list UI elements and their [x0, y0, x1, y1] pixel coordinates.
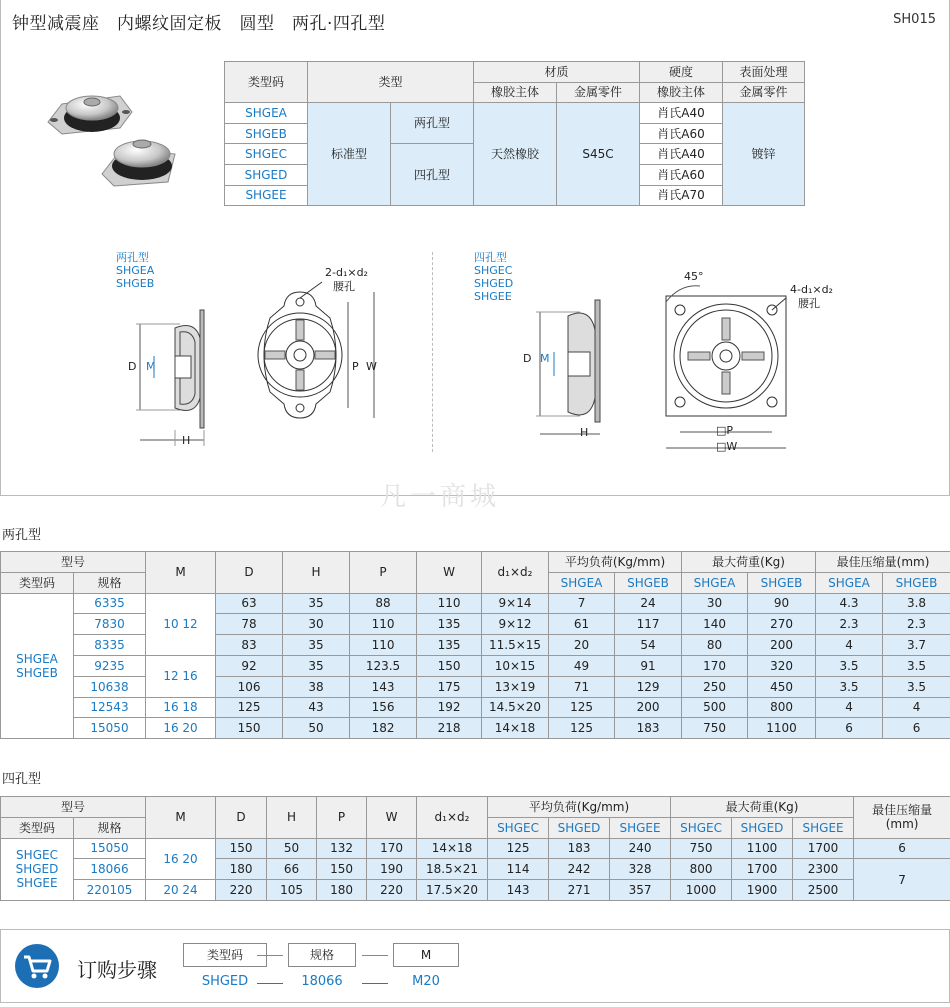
- table-cell: 110: [417, 593, 482, 614]
- table-cell: 3.5: [883, 655, 950, 676]
- table-cell: 1700: [732, 859, 793, 880]
- spec-header-material: 材质: [474, 62, 640, 83]
- th-spec: 规格: [74, 572, 146, 593]
- table-cell: 7: [549, 593, 615, 614]
- table-cell: 140: [682, 614, 748, 635]
- table-cell: 143: [350, 676, 417, 697]
- order-dash: [257, 955, 283, 956]
- table-cell: 3.8: [883, 593, 950, 614]
- product-code: SH015: [893, 12, 936, 27]
- th-sub: SHGEC: [488, 817, 549, 838]
- table-cell: 7: [854, 859, 950, 901]
- table-cell: 12 16: [146, 655, 216, 697]
- table-cell: 20 24: [146, 880, 216, 901]
- spec-type-four: 四孔型: [391, 144, 474, 206]
- table-cell: 750: [671, 838, 732, 859]
- dim-P4: □P: [716, 424, 734, 437]
- table-row: [1, 614, 950, 635]
- dim-P: P: [352, 360, 359, 373]
- th-M: M: [146, 797, 216, 839]
- dim-slot4: 4-d₁×d₂: [790, 283, 833, 296]
- dim-angle: 45°: [684, 270, 704, 283]
- table-cell: 50: [283, 718, 350, 739]
- table-cell: 2300: [793, 859, 854, 880]
- table-cell: 78: [216, 614, 283, 635]
- table-cell: 18066: [74, 859, 146, 880]
- diagram-four-label: 四孔型 SHGEC SHGED SHGEE: [474, 251, 514, 303]
- table-cell: 135: [417, 635, 482, 656]
- table-row: [1, 635, 950, 656]
- spec-rubber: 天然橡胶: [474, 103, 557, 206]
- table-row: [1, 593, 950, 614]
- table-cell: 106: [216, 676, 283, 697]
- table-cell: 43: [283, 697, 350, 718]
- four-hole-side-view: [520, 290, 620, 450]
- spec-type-two: 两孔型: [391, 103, 474, 144]
- spec-header-code: 类型码: [225, 62, 308, 103]
- table-cell: 8335: [74, 635, 146, 656]
- table-cell: 15050: [74, 718, 146, 739]
- table-cell: 150: [317, 859, 367, 880]
- th-H: H: [267, 797, 317, 839]
- th-max: 最大荷重(Kg): [671, 797, 854, 818]
- table-cell: 220105: [74, 880, 146, 901]
- spec-code: SHGEA: [225, 103, 308, 124]
- th-code: 类型码: [1, 817, 74, 838]
- dim-H: H: [580, 426, 589, 439]
- table-cell: 117: [615, 614, 682, 635]
- table-cell: 11.5×15: [482, 635, 549, 656]
- table-cell: 135: [417, 614, 482, 635]
- th-D: D: [216, 797, 267, 839]
- order-box-code: 类型码: [183, 943, 267, 967]
- table-cell: SHGEA SHGEB: [1, 593, 74, 739]
- table-cell: 150: [216, 718, 283, 739]
- table-cell: 14×18: [482, 718, 549, 739]
- th-sub: SHGEB: [748, 572, 816, 593]
- table-cell: 15050: [74, 838, 146, 859]
- table-cell: 180: [216, 859, 267, 880]
- order-title: 订购步骤: [77, 958, 157, 982]
- table-cell: 30: [283, 614, 350, 635]
- th-sub: SHGEB: [615, 572, 682, 593]
- spec-table: [224, 61, 805, 206]
- dim-W: W: [366, 360, 377, 373]
- spec-hardness: 肖氏A60: [640, 123, 723, 144]
- table-cell: 10 12: [146, 593, 216, 655]
- dim-W4: □W: [716, 440, 738, 453]
- th-avg: 平均负荷(Kg/mm): [488, 797, 671, 818]
- th-sub: SHGEA: [816, 572, 883, 593]
- table-cell: 61: [549, 614, 615, 635]
- table-cell: 800: [748, 697, 816, 718]
- table-cell: 7830: [74, 614, 146, 635]
- table-cell: 16 20: [146, 838, 216, 880]
- table-cell: 320: [748, 655, 816, 676]
- th-M: M: [146, 552, 216, 594]
- table-cell: 9×14: [482, 593, 549, 614]
- table-cell: 3.5: [883, 676, 950, 697]
- table-cell: 1100: [732, 838, 793, 859]
- table-row: [1, 718, 950, 739]
- table-cell: 200: [748, 635, 816, 656]
- table-cell: 105: [267, 880, 317, 901]
- table-cell: 3.7: [883, 635, 950, 656]
- table-cell: 190: [367, 859, 417, 880]
- th-sub: SHGEC: [671, 817, 732, 838]
- table-cell: 50: [267, 838, 317, 859]
- table-row: [1, 676, 950, 697]
- th-model: 型号: [1, 797, 146, 818]
- table-cell: 16 18: [146, 697, 216, 718]
- table-cell: 182: [350, 718, 417, 739]
- table-cell: 30: [682, 593, 748, 614]
- table-cell: 35: [283, 593, 350, 614]
- diagram-divider: [432, 252, 433, 452]
- table-cell: 114: [488, 859, 549, 880]
- section-two-hole: 两孔型: [2, 528, 42, 543]
- table-cell: 4: [883, 697, 950, 718]
- table-cell: 4.3: [816, 593, 883, 614]
- order-value-M: M20: [412, 974, 440, 989]
- dim-slot-cn: 腰孔: [333, 280, 355, 293]
- th-W: W: [417, 552, 482, 594]
- table-cell: 125: [549, 697, 615, 718]
- spec-hardness: 肖氏A40: [640, 144, 723, 165]
- table-cell: 125: [488, 838, 549, 859]
- table-cell: 13×19: [482, 676, 549, 697]
- th-d: d₁×d₂: [417, 797, 488, 839]
- table-cell: 2500: [793, 880, 854, 901]
- table-cell: 175: [417, 676, 482, 697]
- table-cell: 271: [549, 880, 610, 901]
- th-comp: 最佳压缩量(mm): [816, 552, 950, 573]
- table-cell: 357: [610, 880, 671, 901]
- table-cell: 156: [350, 697, 417, 718]
- table-cell: 35: [283, 655, 350, 676]
- dim-M: M: [540, 352, 550, 365]
- table-cell: 170: [682, 655, 748, 676]
- th-sub: SHGEA: [682, 572, 748, 593]
- th-H: H: [283, 552, 350, 594]
- order-box-spec: 规格: [288, 943, 356, 967]
- table-cell: 54: [615, 635, 682, 656]
- table-cell: 2.3: [883, 614, 950, 635]
- spec-code: SHGEE: [225, 185, 308, 206]
- dim-H: H: [182, 434, 191, 447]
- dim-D: D: [523, 352, 532, 365]
- table-cell: 6: [854, 838, 950, 859]
- table-cell: 218: [417, 718, 482, 739]
- table-cell: 129: [615, 676, 682, 697]
- spec-metal: S45C: [557, 103, 640, 206]
- th-sub: SHGED: [549, 817, 610, 838]
- table-cell: 1000: [671, 880, 732, 901]
- table-cell: 800: [671, 859, 732, 880]
- table-cell: 91: [615, 655, 682, 676]
- table-cell: 38: [283, 676, 350, 697]
- spec-header-surface-sub: 金属零件: [723, 82, 805, 103]
- table-cell: 6: [883, 718, 950, 739]
- table-cell: 63: [216, 593, 283, 614]
- table-cell: 183: [549, 838, 610, 859]
- table-cell: 450: [748, 676, 816, 697]
- spec-type-main: 标准型: [308, 103, 391, 206]
- th-P: P: [350, 552, 417, 594]
- order-dash: [362, 955, 388, 956]
- table-cell: 170: [367, 838, 417, 859]
- th-sub: SHGEE: [793, 817, 854, 838]
- table-cell: 180: [317, 880, 367, 901]
- table-cell: 66: [267, 859, 317, 880]
- table-cell: 328: [610, 859, 671, 880]
- table-cell: 20: [549, 635, 615, 656]
- spec-hardness: 肖氏A40: [640, 103, 723, 124]
- dim-slot4-cn: 腰孔: [798, 297, 820, 310]
- section-four-hole: 四孔型: [2, 772, 42, 787]
- th-d: d₁×d₂: [482, 552, 549, 594]
- spec-code: SHGEB: [225, 123, 308, 144]
- table-row: [1, 838, 950, 859]
- spec-hardness: 肖氏A60: [640, 164, 723, 185]
- table-row: [1, 880, 950, 901]
- dim-D: D: [128, 360, 137, 373]
- table-row: [1, 697, 950, 718]
- th-model: 型号: [1, 552, 146, 573]
- spec-code: SHGEC: [225, 144, 308, 165]
- spec-header-metal: 金属零件: [557, 82, 640, 103]
- watermark: 凡一商城: [380, 482, 501, 512]
- order-dash: [257, 983, 283, 984]
- table-cell: 80: [682, 635, 748, 656]
- th-spec: 规格: [74, 817, 146, 838]
- table-cell: 242: [549, 859, 610, 880]
- table-cell: 110: [350, 635, 417, 656]
- table-cell: 150: [417, 655, 482, 676]
- table-cell: 35: [283, 635, 350, 656]
- table-cell: 125: [549, 718, 615, 739]
- spec-code: SHGED: [225, 164, 308, 185]
- spec-header-hardness-sub: 橡胶主体: [640, 82, 723, 103]
- page-title: 钟型减震座 内螺纹固定板 圆型 两孔·四孔型: [12, 14, 386, 34]
- dim-slot: 2-d₁×d₂: [325, 266, 368, 279]
- diagram-two-label: 两孔型 SHGEA SHGEB: [116, 251, 155, 290]
- th-D: D: [216, 552, 283, 594]
- table-cell: 150: [216, 838, 267, 859]
- table-cell: 71: [549, 676, 615, 697]
- table-cell: SHGEC SHGED SHGEE: [1, 838, 74, 900]
- table-cell: 24: [615, 593, 682, 614]
- table-cell: 132: [317, 838, 367, 859]
- table-cell: 17.5×20: [417, 880, 488, 901]
- table-cell: 220: [367, 880, 417, 901]
- table-cell: 1100: [748, 718, 816, 739]
- table-cell: 3.5: [816, 655, 883, 676]
- table-cell: 220: [216, 880, 267, 901]
- spec-header-surface: 表面处理: [723, 62, 805, 83]
- table-cell: 49: [549, 655, 615, 676]
- th-max: 最大荷重(Kg): [682, 552, 816, 573]
- th-sub: SHGED: [732, 817, 793, 838]
- table-cell: 250: [682, 676, 748, 697]
- table-cell: 183: [615, 718, 682, 739]
- table-cell: 270: [748, 614, 816, 635]
- table-cell: 2.3: [816, 614, 883, 635]
- table-cell: 6: [816, 718, 883, 739]
- product-photo: [40, 82, 180, 192]
- table-cell: 500: [682, 697, 748, 718]
- th-W: W: [367, 797, 417, 839]
- table-cell: 192: [417, 697, 482, 718]
- th-comp: 最佳压缩量 (mm): [854, 797, 950, 839]
- table-cell: 9235: [74, 655, 146, 676]
- table-cell: 90: [748, 593, 816, 614]
- table-cell: 143: [488, 880, 549, 901]
- table-cell: 12543: [74, 697, 146, 718]
- four-hole-table: [0, 796, 950, 901]
- table-cell: 110: [350, 614, 417, 635]
- table-cell: 14.5×20: [482, 697, 549, 718]
- order-box-M: M: [393, 943, 459, 967]
- th-sub: SHGEE: [610, 817, 671, 838]
- table-cell: 83: [216, 635, 283, 656]
- table-cell: 1700: [793, 838, 854, 859]
- table-cell: 14×18: [417, 838, 488, 859]
- table-cell: 88: [350, 593, 417, 614]
- table-cell: 10638: [74, 676, 146, 697]
- table-cell: 9×12: [482, 614, 549, 635]
- order-value-spec: 18066: [301, 974, 343, 989]
- table-cell: 4: [816, 697, 883, 718]
- two-hole-top-view: [240, 270, 390, 440]
- table-cell: 123.5: [350, 655, 417, 676]
- spec-header-hardness: 硬度: [640, 62, 723, 83]
- table-cell: 16 20: [146, 718, 216, 739]
- table-cell: 750: [682, 718, 748, 739]
- table-cell: 10×15: [482, 655, 549, 676]
- table-row: [1, 859, 950, 880]
- th-code: 类型码: [1, 572, 74, 593]
- two-hole-table: [0, 551, 950, 739]
- order-dash: [362, 983, 388, 984]
- table-cell: 1900: [732, 880, 793, 901]
- th-sub: SHGEB: [883, 572, 950, 593]
- table-cell: 3.5: [816, 676, 883, 697]
- cart-icon: [15, 944, 59, 988]
- table-cell: 200: [615, 697, 682, 718]
- th-sub: SHGEA: [549, 572, 615, 593]
- table-cell: 125: [216, 697, 283, 718]
- table-cell: 18.5×21: [417, 859, 488, 880]
- order-value-code: SHGED: [201, 974, 249, 989]
- spec-surface: 镀锌: [723, 103, 805, 206]
- order-steps: [0, 929, 950, 1003]
- table-cell: 4: [816, 635, 883, 656]
- dim-M: M: [146, 360, 156, 373]
- spec-header-type: 类型: [308, 62, 474, 103]
- table-cell: 92: [216, 655, 283, 676]
- th-avg: 平均负荷(Kg/mm): [549, 552, 682, 573]
- table-row: [1, 655, 950, 676]
- table-cell: 240: [610, 838, 671, 859]
- table-cell: 6335: [74, 593, 146, 614]
- spec-hardness: 肖氏A70: [640, 185, 723, 206]
- spec-header-rubber: 橡胶主体: [474, 82, 557, 103]
- th-P: P: [317, 797, 367, 839]
